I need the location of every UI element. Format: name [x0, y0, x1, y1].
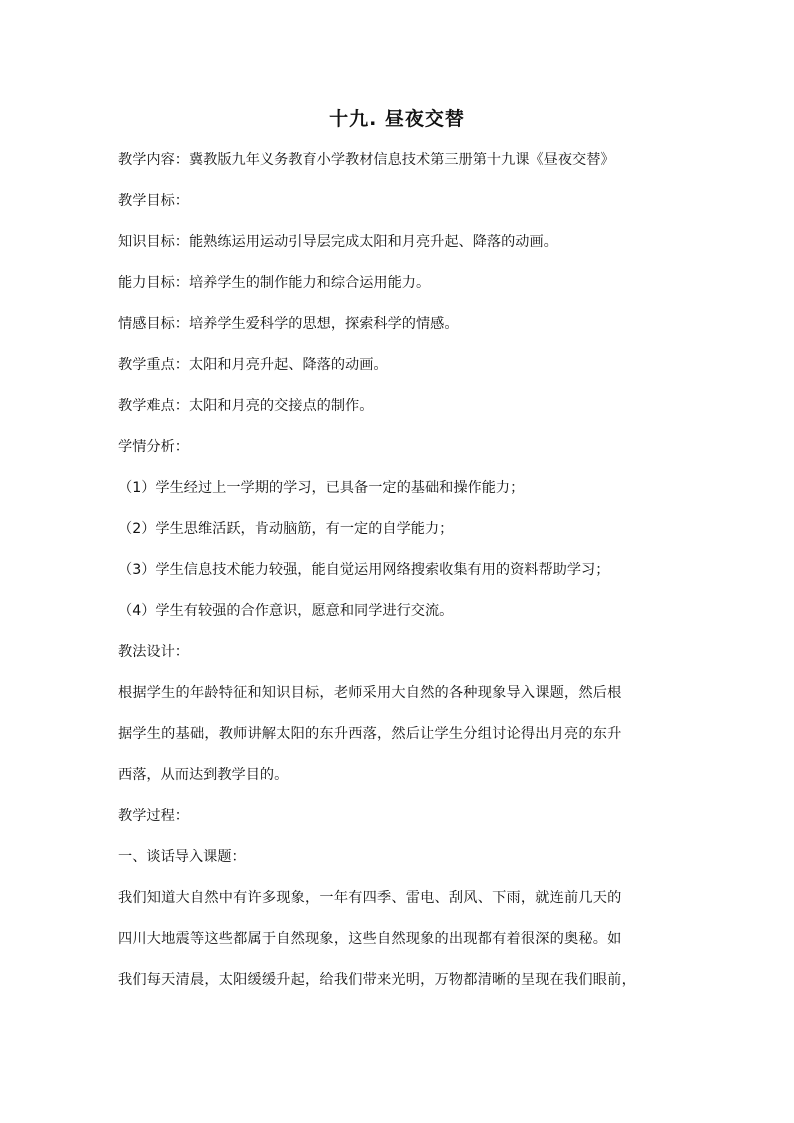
intro-paragraph-line-3: 我们每天清晨，太阳缓缓升起，给我们带来光明，万物都清晰的呈现在我们眼前， — [118, 972, 636, 988]
section-one-heading: 一、谈话导入课题： — [118, 849, 246, 865]
emotion-goal-line: 情感目标：培养学生爱科学的思想，探索科学的情感。 — [118, 316, 459, 332]
teaching-process-heading: 教学过程： — [118, 808, 189, 824]
teaching-goals-heading: 教学目标： — [118, 193, 189, 209]
method-paragraph-line-2: 据学生的基础，教师讲解太阳的东升西落，然后让学生分组讨论得出月亮的东升 — [118, 726, 622, 742]
method-design-heading: 教法设计： — [118, 644, 189, 660]
ability-goal-line: 能力目标：培养学生的制作能力和综合运用能力。 — [118, 275, 431, 291]
document-title: 十九. 昼夜交替 — [329, 108, 465, 130]
student-analysis-heading: 学情分析： — [118, 439, 189, 455]
analysis-item-4: （4）学生有较强的合作意识，愿意和同学进行交流。 — [118, 603, 454, 619]
method-paragraph-line-3: 西落，从而达到教学目的。 — [118, 767, 289, 783]
knowledge-goal-line: 知识目标：能熟练运用运动引导层完成太阳和月亮升起、降落的动画。 — [118, 234, 558, 250]
analysis-item-3: （3）学生信息技术能力较强，能自觉运用网络搜索收集有用的资料帮助学习； — [118, 562, 610, 578]
key-points-line: 教学重点：太阳和月亮升起、降落的动画。 — [118, 357, 388, 373]
intro-paragraph-line-1: 我们知道大自然中有许多现象，一年有四季、雷电、刮风、下雨，就连前几天的 — [118, 890, 622, 906]
teaching-content-line: 教学内容：冀教版九年义务教育小学教材信息技术第三册第十九课《昼夜交替》 — [118, 152, 615, 168]
method-paragraph-line-1: 根据学生的年龄特征和知识目标，老师采用大自然的各种现象导入课题，然后根 — [118, 685, 622, 701]
intro-paragraph-line-2: 四川大地震等这些都属于自然现象，这些自然现象的出现都有着很深的奥秘。如 — [118, 931, 622, 947]
analysis-item-2: （2）学生思维活跃，肯动脑筋，有一定的自学能力； — [118, 521, 454, 537]
analysis-item-1: （1）学生经过上一学期的学习，已具备一定的基础和操作能力； — [118, 480, 525, 496]
difficult-points-line: 教学难点：太阳和月亮的交接点的制作。 — [118, 398, 374, 414]
